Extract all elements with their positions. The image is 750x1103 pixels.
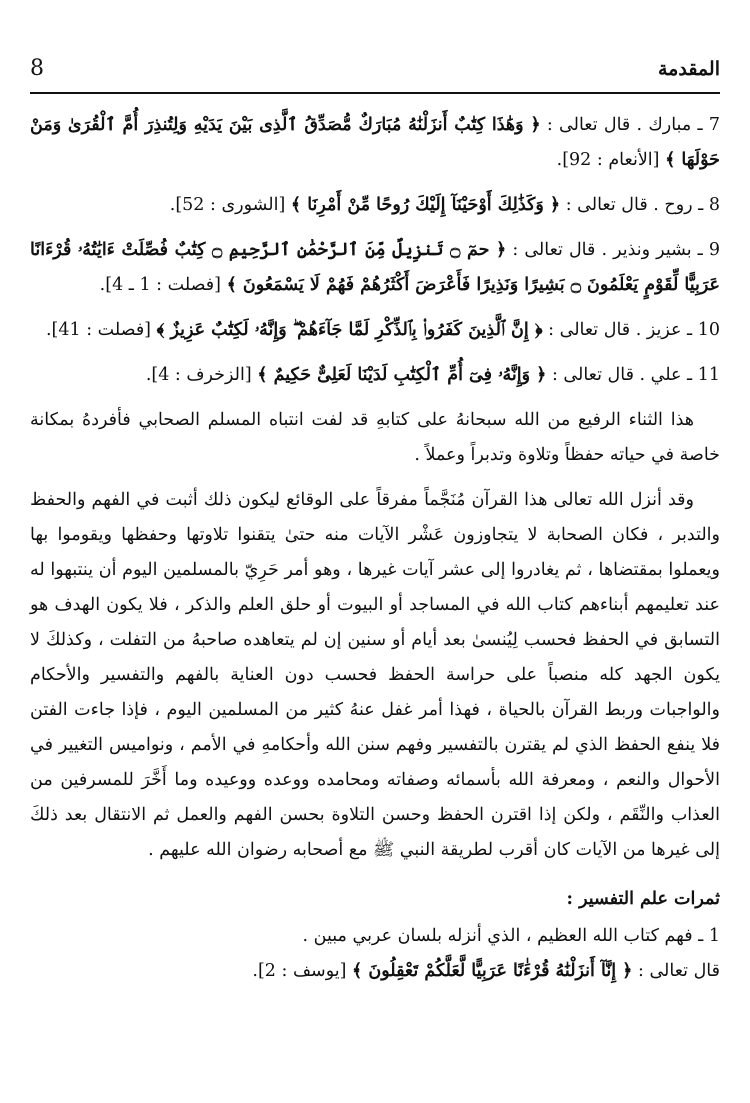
quran-verse: ﴿ وَكَذَٰلِكَ أَوْحَيْنَآ إِلَيْكَ رُوحًا مِّنْ أَمْرِنَا ﴾ — [290, 195, 561, 215]
name-entry-8 — [30, 188, 720, 223]
quran-verse: ﴿ إِنَّ ٱلَّذِينَ كَفَرُوا۟ بِٱلذِّكْرِ لَمَّا جَآءَهُمْ ۖ وَإِنَّهُۥ لَكِتَٰبٌ عَزِيزٌ ﴾ — [156, 320, 543, 340]
quran-verse: ﴿ وَإِنَّهُۥ فِىٓ أُمِّ ٱلْكِتَٰبِ لَدَيْنَا لَعَلِىٌّ حَكِيمٌ ﴾ — [257, 365, 547, 385]
list-item-1: 1 ـ فهم كتاب الله العظيم ، الذي أنزله بلسان عربي مبين . — [302, 926, 720, 946]
entry-label: 7 ـ مبارك . قال تعالى : — [546, 115, 720, 135]
name-entry-7 — [30, 108, 720, 178]
verse-reference: [الزخرف : 4]. — [145, 365, 252, 385]
verse-reference: [الأنعام : 92]. — [556, 150, 660, 170]
name-entry-9 — [30, 233, 720, 303]
entry-label: 11 ـ علي . قال تعالى : — [551, 365, 720, 385]
quran-verse: ﴿ حمٓ ۝ تَنزِيلٌ مِّنَ ٱلرَّحْمَٰنِ ٱلرَّحِيمِ ۝ كِتَٰبٌ فُصِّلَتْ ءَايَٰتُهُۥ قُرْءَانًا عَرَبِيًّا لِّقَوْمٍ يَعْلَمُونَ ۝ بَشِيرًا وَنَذِيرًا فَأَعْرَضَ أَكْثَرُهُمْ فَهُمْ لَا يَسْمَعُونَ ﴾ — [30, 240, 720, 295]
verse-reference: [فصلت : 1 ـ 4]. — [99, 275, 221, 295]
page-number: 8 — [30, 56, 44, 81]
verse-reference: [يوسف : 2]. — [252, 961, 347, 981]
verse-reference: [الشورى : 52]. — [169, 195, 286, 215]
quran-verse: ﴿ إِنَّآ أَنزَلْنَٰهُ قُرْءَٰنًا عَرَبِيًّا لَّعَلَّكُمْ تَعْقِلُونَ ﴾ — [352, 961, 633, 981]
section-title: ثمرات علم التفسير : — [566, 889, 720, 909]
quote-label: قال تعالى : — [638, 961, 720, 981]
entry-label: 9 ـ بشير ونذير . قال تعالى : — [512, 240, 721, 260]
page-body — [30, 108, 720, 989]
paragraph-revelation: وقد أنزل الله تعالى هذا القرآن مُنَجَّماً مفرقاً على الوقائع ليكون ذلك أثبت في الفهم والحفظ والتدبر ، فكان الصحابة لا يتجاوزون عَشْر الآيات منه حتىٰ يتقنوا تلاوتها وحفظها ويقوموا بها ويعملوا بمقتضاها ، ثم يغادروا إلى عشر آيات غيرها ، وهو أمر حَرِيّ بالمسلمين اليوم أن ينتبهوا له عند تعليمهم أبناءهم كتاب الله في المساجد أو البيوت أو حلق العلم والذكر ، فلا يكون الهدف هو التسابق في الحفظ فحسب لِيُنسىٰ بعد أيام أو سنين إن لم يتعاهده صاحبهُ من التفلت ، وكذلكَ لا يكون الجهد كله منصباً على حراسة الحفظ فحسب دون العناية بالفهم والتفسير والأحكام والواجبات وربط القرآن بالحياة ، فهذا أمر غفل عنهُ كثير من المسلمين اليوم ، فإذا جاءت الفتن فلا ينفع الحفظ الذي لم يقترن بالتفسير وفهم سنن الله وأحكامهِ في الأمم ، ونواميس التغيير في الأحوال والنعم ، ومعرفة الله بأسمائه وصفاته ومحامده ووعده ووعيده وما أَخَّرَ للمسرفين من العذاب والنِّقَم ، ولكن إذا اقترن الحفظ وحسن التلاوة بحسن الفهم والعمل ثم الانتقال بعد ذلكَ إلى غيرها من الآيات كان أقرب لطريقة النبي ﷺ مع أصحابه رضوان الله عليهم . — [30, 490, 720, 860]
quran-verse: ﴿ وَهَٰذَا كِتَٰبٌ أَنزَلْنَٰهُ مُبَارَكٌ مُّصَدِّقُ ٱلَّذِى بَيْنَ يَدَيْهِ وَلِتُنذِرَ أُمَّ ٱلْقُرَىٰ وَمَنْ حَوْلَهَا ﴾ — [30, 115, 720, 170]
verse-reference: [فصلت : 41]. — [45, 320, 152, 340]
paragraph-praise: هذا الثناء الرفيع من الله سبحانهُ على كتابهِ قد لفت انتباه المسلم الصحابي فأفردهُ بمكانة خاصة في حياته حفظاً وتلاوة وتدبراً وعملاً . — [30, 410, 720, 465]
name-entry-10 — [30, 313, 720, 348]
quote-line — [30, 954, 720, 989]
page-header — [30, 52, 720, 94]
entry-label: 8 ـ روح . قال تعالى : — [565, 195, 720, 215]
running-title: المقدمة — [657, 58, 720, 80]
name-entry-11 — [30, 358, 720, 393]
entry-label: 10 ـ عزيز . قال تعالى : — [548, 320, 720, 340]
